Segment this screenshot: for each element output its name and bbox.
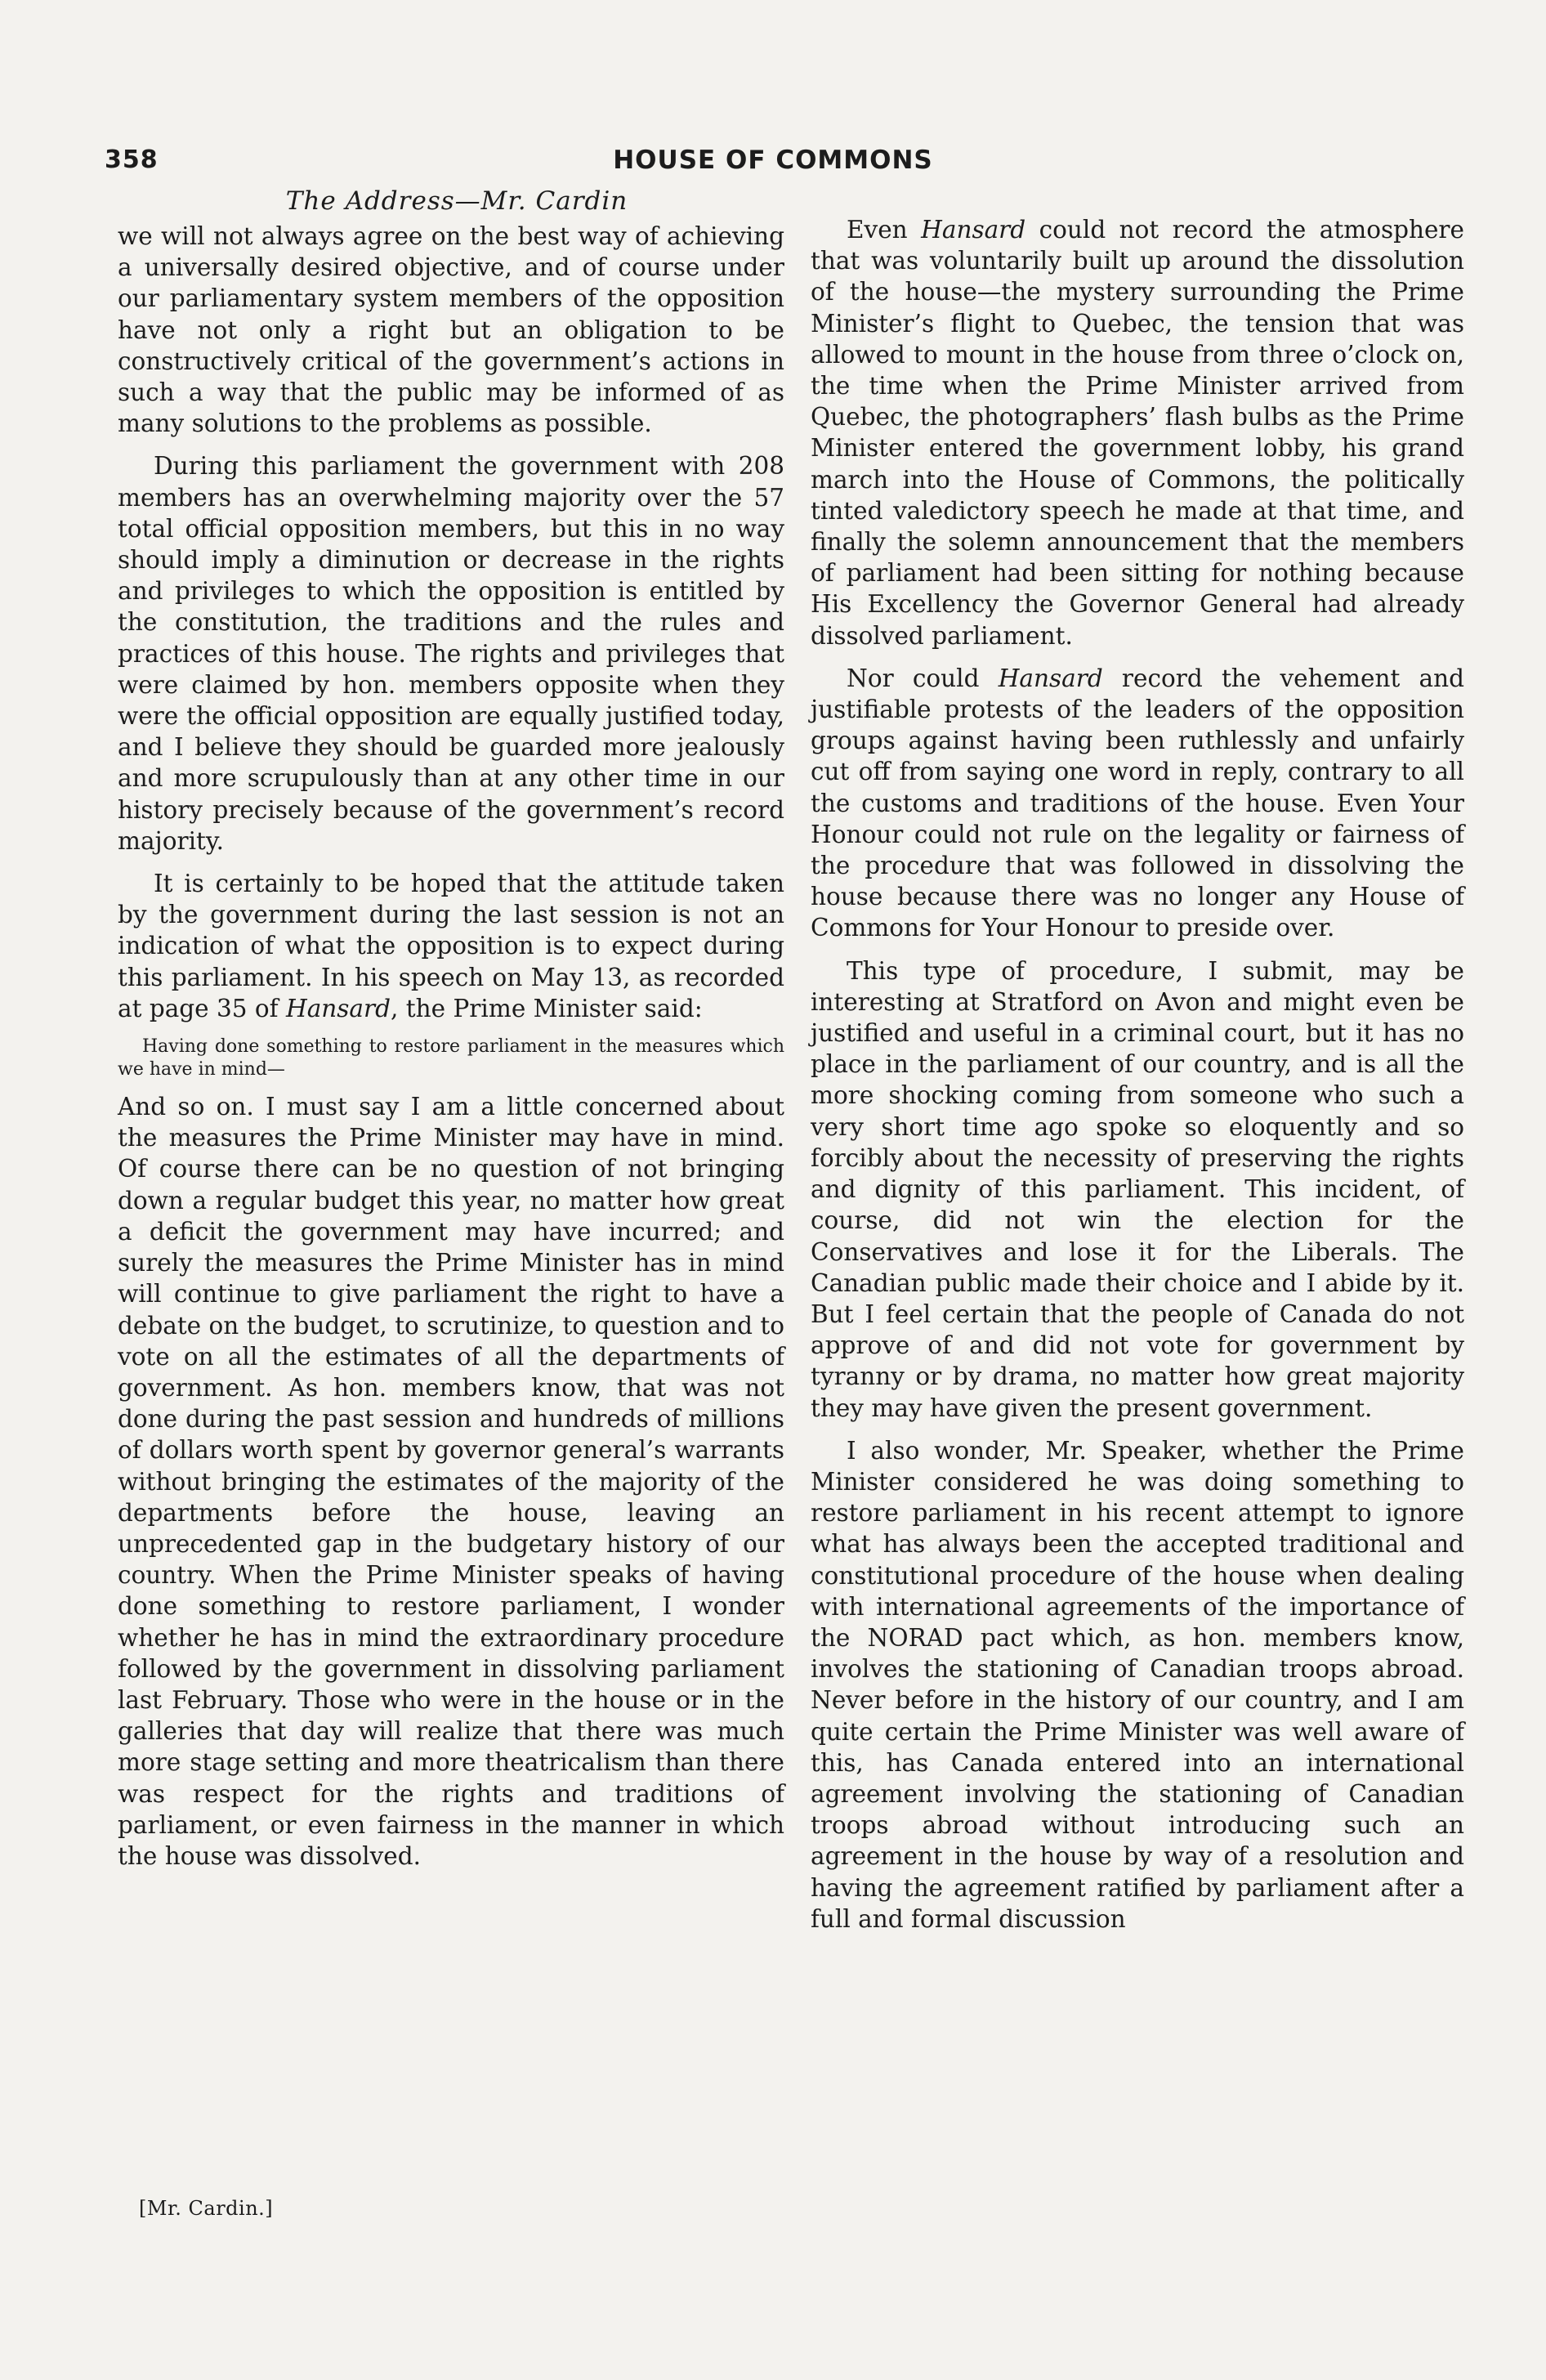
block-quote: Having done something to restore parliament in the measures which we have in mind— — [118, 1036, 784, 1080]
paragraph-text: , the Prime Minister said: — [391, 994, 703, 1022]
paragraph-text: Even — [847, 216, 922, 244]
left-column — [118, 221, 784, 1883]
running-title: HOUSE OF COMMONS — [613, 145, 933, 175]
paragraph — [811, 663, 1464, 944]
paragraph-text: could not record the atmosphere that was voluntarily built up around the dissolution of the house—the mystery surrounding the Prime Minister’s flight to Quebec, the tension that was allowed to mount in the house from three o’clock on, the time when the Prime Minister arrived from Quebec, the photographers’ flash bulbs as the Prime Minister entered the government lobby, his grand march into the House of Commons, the politically tinted valedictory speech he made at that time, and finally the solemn announcement that the members of parliament had been sitting for nothing because His Excellency the Governor General had already dissolved parliament. — [811, 216, 1464, 650]
hansard-italic: Hansard — [921, 216, 1026, 244]
paragraph-text: It is certainly to be hoped that the attitude taken by the government during the last session is not an indication of what the opposition is to expect during this parliament. In his speech on May 13, as recorded at page 35 of — [118, 870, 784, 1022]
right-column — [811, 214, 1464, 1946]
paragraph: And so on. I must say I am a little concerned about the measures the Prime Minister may have in mind. Of course there can be no question of not bringing down a regular budget this year, no matter how great a deficit the government may have incurred; and surely the measures the Prime Minister has in mind will continue to give parliament the right to have a debate on the budget, to scrutinize, to question and to vote on all the estimates of all the departments of government. As hon. members know, that was not done during the past session and hundreds of millions of dollars worth spent by governor general’s warrants without bringing the estimates of the majority of the departments before the house, leaving an unprecedented gap in the budgetary history of our country. When the Prime Minister speaks of having done something to restore parliament, I wonder whether he has in mind the extraordinary procedure followed by the government in dissolving parliament last February. Those who were in the house or in the galleries that day will realize that there was much more stage setting and more theatricalism than there was respect for the rights and traditions of parliament, or even fairness in the manner in which the house was dissolved. — [118, 1093, 784, 1870]
paragraph — [811, 214, 1464, 651]
paragraph — [118, 868, 784, 1024]
paragraph-text: record the vehement and justifiable protests of the leaders of the opposition groups against having been ruthlessly and unfairly cut off from saying one word in reply, contrary to all the customs and traditions of the house. Even Your Honour could not rule on the legality or fairness of the procedure that was followed in dissolving the house because there was no longer any House of Commons for Your Honour to preside over. — [811, 664, 1464, 942]
speaker-footer-note: [Mr. Cardin.] — [139, 2197, 274, 2220]
page-number: 358 — [105, 145, 159, 174]
hansard-italic: Hansard — [285, 994, 391, 1022]
paragraph: During this parliament the government with 208 members has an overwhelming majority over the 57 total official opposition members, but this in no way should imply a diminution or decrease in the rights and privileges to which the opposition is entitled by the constitution, the traditions and the rules and practices of this house. The rights and privileges that were claimed by hon. members opposite when they were the official opposition are equally justified today, and I believe they should be guarded more jealously and more scrupulously than at any other time in our history precisely because of the government’s record majority. — [118, 452, 784, 855]
paragraph: This type of procedure, I submit, may be interesting at Stratford on Avon and might even be justified and useful in a criminal court, but it has no place in the parliament of our country, and is all the more shocking coming from someone who such a very short time ago spoke so eloquently and so forcibly about the necessity of preserving the rights and dignity of this parliament. This incident, of course, did not win the election for the Conservatives and lose it for the Liberals. The Canadian public made their choice and I abide by it. But I feel certain that the people of Canada do not approve of and did not vote for government by tyranny or by drama, no matter how great majority they may have given the present government. — [811, 956, 1464, 1422]
paragraph: I also wonder, Mr. Speaker, whether the Prime Minister considered he was doing something to restore parliament in his recent attempt to ignore what has always been the accepted traditional and constitutional procedure of the house when dealing with international agreements of the importance of the NORAD pact which, as hon. members know, involves the stationing of Canadian troops abroad. Never before in the history of our country, and I am quite certain the Prime Minister was well aware of this, has Canada entered into an international agreement involving the stationing of Canadian troops abroad without introducing such an agreement in the house by way of a resolution and having the agreement ratified by parliament after a full and formal discussion — [811, 1436, 1464, 1933]
hansard-italic: Hansard — [998, 664, 1103, 692]
section-subheading: The Address—Mr. Cardin — [285, 186, 628, 216]
paragraph: we will not always agree on the best way of achieving a universally desired objective, and of course under our parliamentary system members of the opposition have not only a right but an obligation to be constructively critical of the government’s actions in such a way that the public may be informed of as many solutions to the problems as possible. — [118, 222, 784, 438]
paragraph-text: Nor could — [847, 664, 999, 692]
